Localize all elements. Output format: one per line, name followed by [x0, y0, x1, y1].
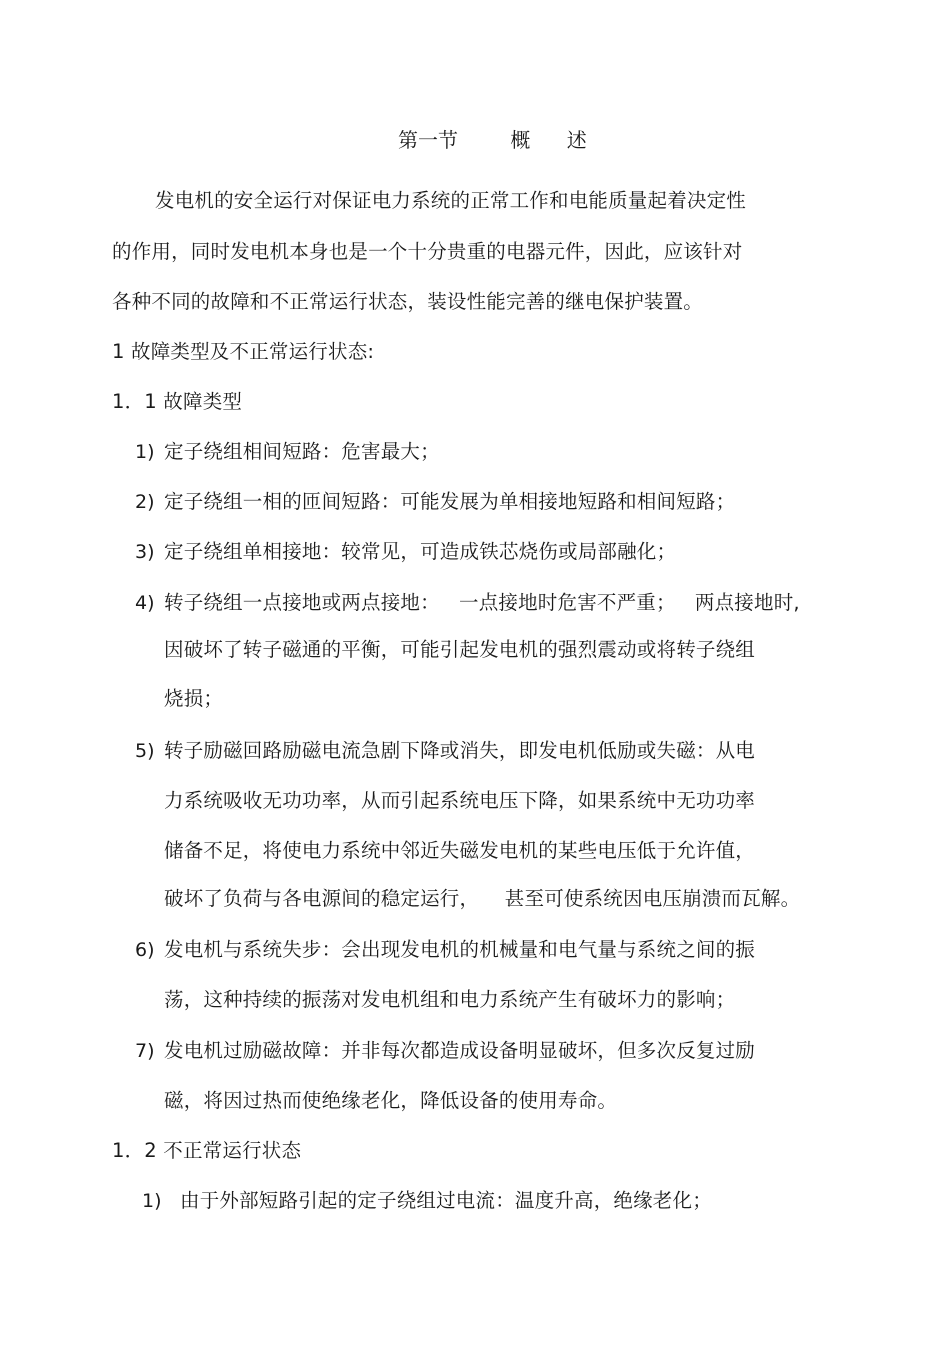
list-item-number: 2) — [135, 491, 155, 513]
list-item-number: 1) — [135, 441, 155, 463]
title-word-1: 概 — [510, 128, 531, 152]
list-item-text: 力系统吸收无功功率，从而引起系统电压下降，如果系统中无功功率 — [164, 789, 756, 812]
list-item-text: 因破坏了转子磁通的平衡，可能引起发电机的强烈震动或将转子绕组 — [164, 638, 756, 661]
list-item-text: 荡，这种持续的振荡对发电机组和电力系统产生有破坏力的影响； — [164, 988, 736, 1011]
list-item-text: 发电机过励磁故障：并非每次都造成设备明显破坏，但多次反复过励 — [164, 1039, 756, 1062]
list-item-text: 定子绕组相间短路：危害最大； — [164, 440, 440, 463]
list-item-number: 6) — [135, 939, 155, 961]
title-word-2: 述 — [566, 128, 587, 152]
list-item-text: 磁，将因过热而使绝缘老化，降低设备的使用寿命。 — [164, 1089, 618, 1112]
intro-line: 各种不同的故障和不正常运行状态，装设性能完善的继电保护装置。 — [112, 290, 704, 313]
section-heading: 1 故障类型及不正常运行状态: — [112, 340, 375, 363]
subsection-heading: 1．2 不正常运行状态 — [112, 1139, 302, 1162]
subsection-heading: 1．1 故障类型 — [112, 390, 243, 413]
list-item-text: 转子励磁回路励磁电流急剧下降或消失，即发电机低励或失磁：从电 — [164, 739, 756, 762]
list-item-text: 转子绕组一点接地或两点接地： 一点接地时危害不严重； 两点接地时, — [164, 591, 800, 614]
list-item-text: 定子绕组单相接地：较常见，可造成铁芯烧伤或局部融化； — [164, 540, 677, 563]
list-item-number: 4) — [135, 592, 155, 614]
title-section-number: 第一节 — [398, 128, 458, 152]
list-item-number: 1) — [142, 1190, 162, 1212]
list-item-text: 烧损； — [164, 687, 224, 710]
list-item-number: 7) — [135, 1040, 155, 1062]
intro-line: 发电机的安全运行对保证电力系统的正常工作和电能质量起着决定性 — [155, 189, 747, 212]
list-item-text: 定子绕组一相的匝间短路：可能发展为单相接地短路和相间短路； — [164, 490, 736, 513]
list-item-text: 破坏了负荷与各电源间的稳定运行， 甚至可使系统因电压崩溃而瓦解。 — [164, 887, 801, 910]
list-item-text: 发电机与系统失步：会出现发电机的机械量和电气量与系统之间的振 — [164, 938, 756, 961]
list-item-number: 3) — [135, 541, 155, 563]
section-title — [398, 126, 587, 154]
list-item-text: 储备不足，将使电力系统中邻近失磁发电机的某些电压低于允许值， — [164, 839, 756, 862]
list-item-number: 5) — [135, 740, 155, 762]
intro-line: 的作用，同时发电机本身也是一个十分贵重的电器元件，因此，应该针对 — [112, 240, 743, 263]
list-item-text: 由于外部短路引起的定子绕组过电流：温度升高，绝缘老化； — [180, 1189, 712, 1212]
